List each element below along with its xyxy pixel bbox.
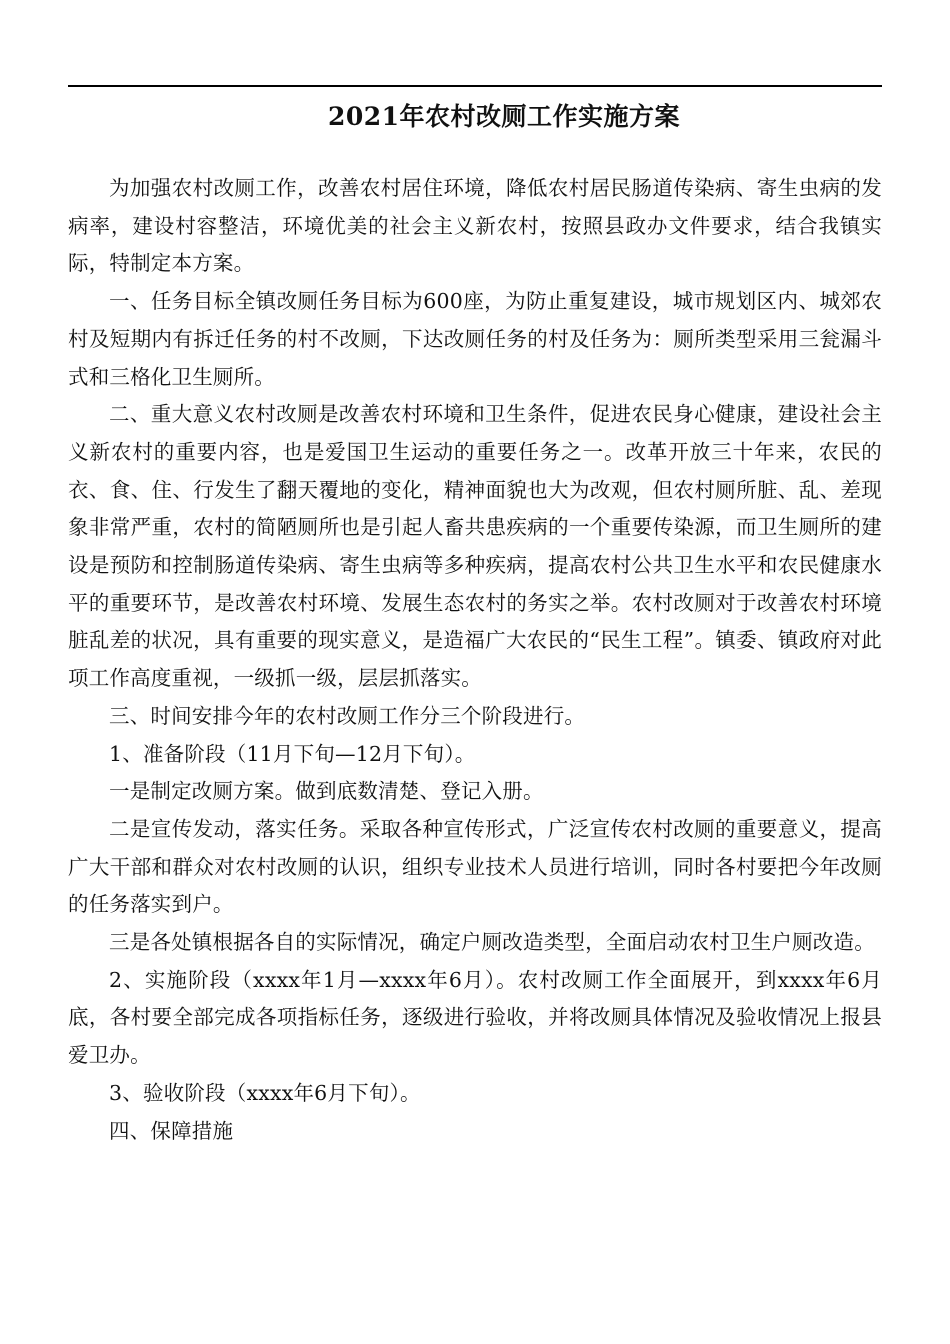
paragraph-section-4: 四、保障措施 — [109, 1118, 234, 1143]
paragraph-stage-1-item-1: 一是制定改厕方案。做到底数清楚、登记入册。 — [109, 779, 544, 804]
document-title: 2021年农村改厕工作实施方案 — [327, 102, 681, 131]
paragraph-section-2: 二、重大意义农村改厕是改善农村环境和卫生条件，促进农民身心健康，建设社会主义新农村的重要内容，也是爱国卫生运动的重要任务之一。改革开放三十年来，农民的衣、食、住、行发生了翻天覆地的变化，精神面貌也大为改观，但农村厕所脏、乱、差现象非常严重，农村的简陋厕所也是引起人畜共患疾病的一个重要传染源，而卫生厕所的建设是预防和控制肠道传染病、寄生虫病等多种疾病，提高农村公共卫生水平和农民健康水平的重要环节，是改善农村环境、发展生态农村的务实之举。农村改厕对于改善农村环境脏乱差的状况，具有重要的现实意义，是造福广大农民的“民生工程”。镇委、镇政府对此项工作高度重视，一级抓一级，层层抓落实。 — [68, 402, 882, 691]
paragraph-stage-3: 3、验收阶段（xxxx年6月下旬）。 — [109, 1080, 421, 1105]
paragraph-stage-2: 2、实施阶段（xxxx年1月—xxxx年6月）。农村改厕工作全面展开，到xxxx年6月底，各村要全部完成各项指标任务，逐级进行验收，并将改厕具体情况及验收情况上报县爱卫办。 — [68, 967, 882, 1068]
paragraph-section-3: 三、时间安排今年的农村改厕工作分三个阶段进行。 — [109, 703, 586, 728]
document-body — [68, 170, 882, 1150]
paragraph-section-1: 一、任务目标全镇改厕任务目标为600座，为防止重复建设，城市规划区内、城郊农村及短期内有拆迁任务的村不改厕，下达改厕任务的村及任务为：厕所类型采用三瓮漏斗式和三格化卫生厕所。 — [68, 289, 882, 389]
paragraph-stage-1-item-2: 二是宣传发动，落实任务。采取各种宣传形式，广泛宣传农村改厕的重要意义，提高广大干部和群众对农村改厕的认识，组织专业技术人员进行培训，同时各村要把今年改厕的任务落实到户。 — [68, 816, 882, 917]
header-rule — [68, 85, 882, 87]
paragraph-intro: 为加强农村改厕工作，改善农村居住环境，降低农村居民肠道传染病、寄生虫病的发病率，建设村容整洁，环境优美的社会主义新农村，按照县政办文件要求，结合我镇实际，特制定本方案。 — [68, 176, 882, 276]
paragraph-stage-1: 1、准备阶段（11月下旬—12月下旬）。 — [109, 741, 476, 766]
paragraph-stage-1-item-3: 三是各处镇根据各自的实际情况，确定户厕改造类型，全面启动农村卫生户厕改造。 — [109, 930, 875, 955]
